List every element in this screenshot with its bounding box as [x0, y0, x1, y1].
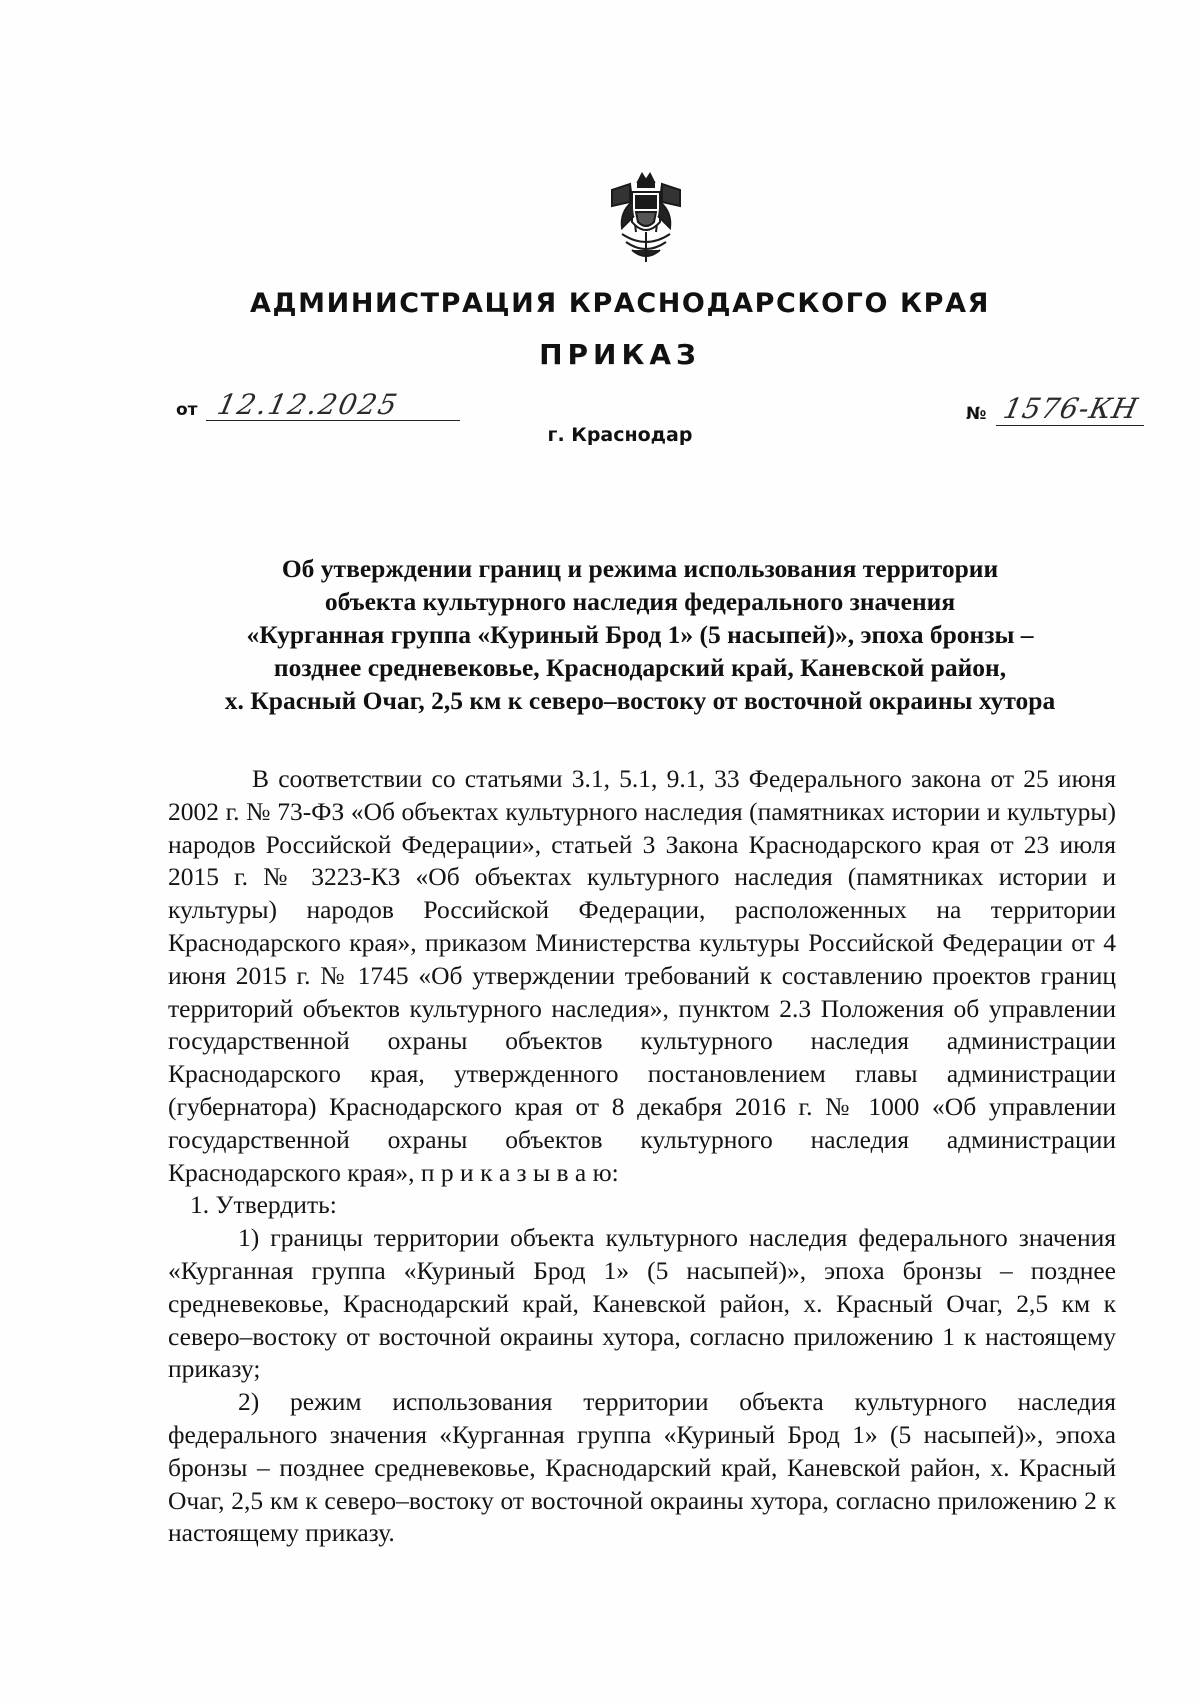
- preamble-paragraph: В соответствии со статьями 3.1, 5.1, 9.1, 33 Федерального закона от 25 июня 2002 г. № 73-ФЗ «Об объектах культурного наследия (памятниках истории и культуры) народов Российской Федерации», статьей 3 Закона Краснодарского края от 23 июля 2015 г. № 3223-КЗ «Об объектах культурного наследия (памятниках истории и культуры) народов Российской Федерации, расположенных на территории Краснодарского края», приказом Министерства культуры Российской Федерации от 4 июня 2015 г. № 1745 «Об утверждении требований к составлению проектов границ территорий объектов культурного наследия», пунктом 2.3 Положения об управлении государственной охраны объектов культурного наследия администрации Краснодарского края, утвержденного постановлением главы администрации (губернатора) Краснодарского края от 8 декабря 2016 г. № 1000 «Об управлении государственной охраны объектов культурного наследия администрации Краснодарского края», п р и к а з ы в а ю:: [168, 764, 1116, 1187]
- date-label: от: [176, 400, 198, 420]
- title-line: х. Красный Очаг, 2,5 км к северо–востоку от восточной окраины хутора: [224, 686, 1056, 715]
- title-line: позднее средневековье, Краснодарский край, Каневской район,: [273, 653, 1007, 682]
- coat-of-arms-icon: [608, 172, 684, 266]
- order-subitem-1: 1) границы территории объекта культурного наследия федерального значения «Курганная группа «Куриный Брод 1» (5 насыпей)», эпоха бронзы – позднее средневековье, Краснодарский край, Каневской район, х. Красный Очаг, 2,5 км к северо–востоку от восточной окраины хутора, согласно приложению 1 к настоящему приказу;: [168, 1223, 1116, 1384]
- document-number: 1576-КН: [1000, 392, 1142, 425]
- title-line: Об утверждении границ и режима использования территории: [281, 554, 999, 583]
- document-body: [168, 763, 1116, 1550]
- date-value: 12.12.2025: [214, 388, 402, 421]
- order-subitem-2: 2) режим использования территории объекта культурного наследия федерального значения «Курганная группа «Куриный Брод 1» (5 насыпей)», эпоха бронзы – позднее средневековье, Краснодарский край, Каневской район, х. Красный Очаг, 2,5 км к северо–востоку от восточной окраины хутора, согласно приложению 2 к настоящему приказу.: [168, 1387, 1116, 1548]
- organization-name: АДМИНИСТРАЦИЯ КРАСНОДАРСКОГО КРАЯ: [250, 288, 990, 319]
- order-item-1: 1. Утвердить:: [190, 1190, 337, 1220]
- document-title: [150, 552, 1130, 717]
- title-line: объекта культурного наследия федерального значения: [324, 587, 956, 616]
- number-label: №: [966, 404, 987, 424]
- document-type: ПРИКАЗ: [539, 338, 701, 371]
- city: г. Краснодар: [547, 424, 693, 446]
- title-line: «Курганная группа «Куриный Брод 1» (5 насыпей)», эпоха бронзы –: [246, 620, 1034, 649]
